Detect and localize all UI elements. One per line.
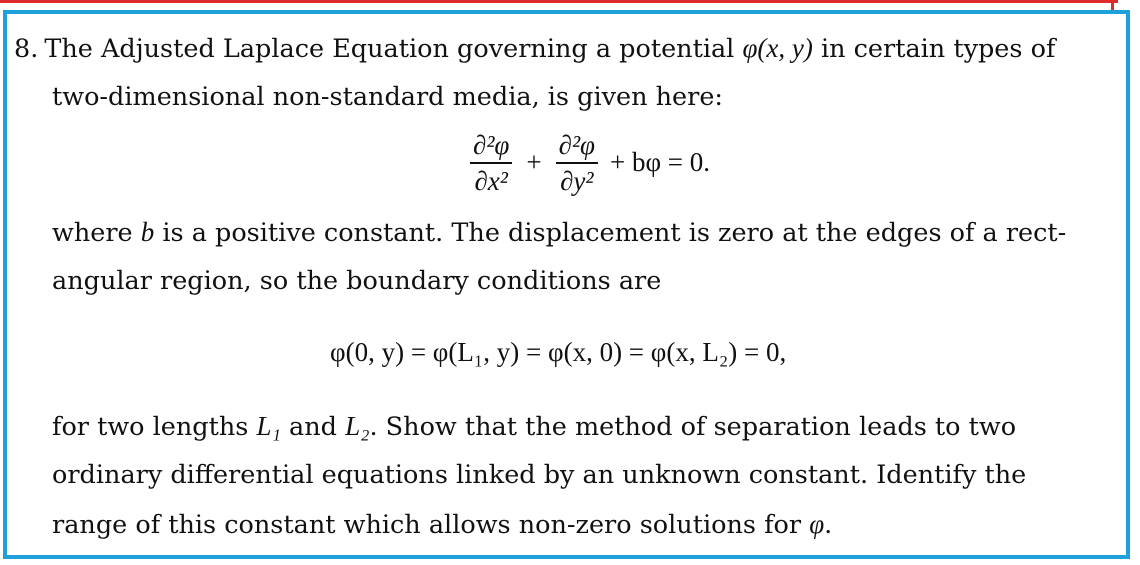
fraction-d2phi-dy2	[556, 128, 598, 198]
fraction-2-denominator: ∂y²	[560, 165, 594, 196]
line5-mid: and	[280, 412, 346, 442]
display-equation-2	[14, 306, 1126, 402]
line1-math: φ(x, y)	[742, 33, 813, 63]
display-equation-1	[14, 122, 1126, 208]
line4-text: angular region, so the boundary conditions are	[52, 266, 662, 296]
line7-pre: range of this constant which allows non-zero solutions for	[52, 510, 810, 540]
line1-post: in certain types of	[812, 34, 1056, 64]
plus-sign: +	[526, 147, 542, 178]
line1-pre: The Adjusted Laplace Equation governing a potential	[44, 34, 743, 64]
problem-line-1	[14, 24, 1126, 73]
fraction-1-numerator: ∂²φ	[473, 130, 510, 160]
fraction-d2phi-dx2	[470, 128, 512, 198]
problem-line-6	[14, 451, 1126, 500]
problem-line-4	[14, 257, 1126, 306]
line5-pre: for two lengths	[52, 412, 257, 442]
line7-post: .	[824, 510, 833, 540]
line6-text: ordinary differential equations linked by an unknown constant. Identify the	[52, 460, 1027, 490]
problem-line-2	[14, 73, 1126, 122]
problem-line-5	[14, 402, 1126, 451]
line3-pre: where	[52, 218, 141, 248]
line5-math-L1: L₁	[256, 411, 281, 441]
problem-line-7	[14, 500, 1126, 549]
equation-1-tail: + bφ = 0.	[609, 147, 711, 178]
problem-number: 8.	[14, 34, 39, 64]
fraction-1-denominator: ∂x²	[474, 165, 508, 196]
fraction-2-numerator: ∂²φ	[558, 130, 595, 160]
line3-post: is a positive constant. The displacement is zero at the edges of a rect-	[154, 218, 1067, 248]
line5-math-L2: L₂	[345, 411, 370, 441]
line3-math: b	[140, 217, 155, 247]
line5-post: . Show that the method of separation leads to two	[369, 412, 1017, 442]
line2-text: two-dimensional non-standard media, is given here:	[52, 82, 724, 112]
line7-math: φ	[809, 509, 825, 539]
boundary-conditions: φ(0, y) = φ(L₁, y) = φ(x, 0) = φ(x, L₂) = 0,	[330, 337, 787, 367]
top-red-rule	[0, 0, 1118, 3]
problem-text	[14, 24, 1126, 549]
problem-line-3	[14, 208, 1126, 257]
